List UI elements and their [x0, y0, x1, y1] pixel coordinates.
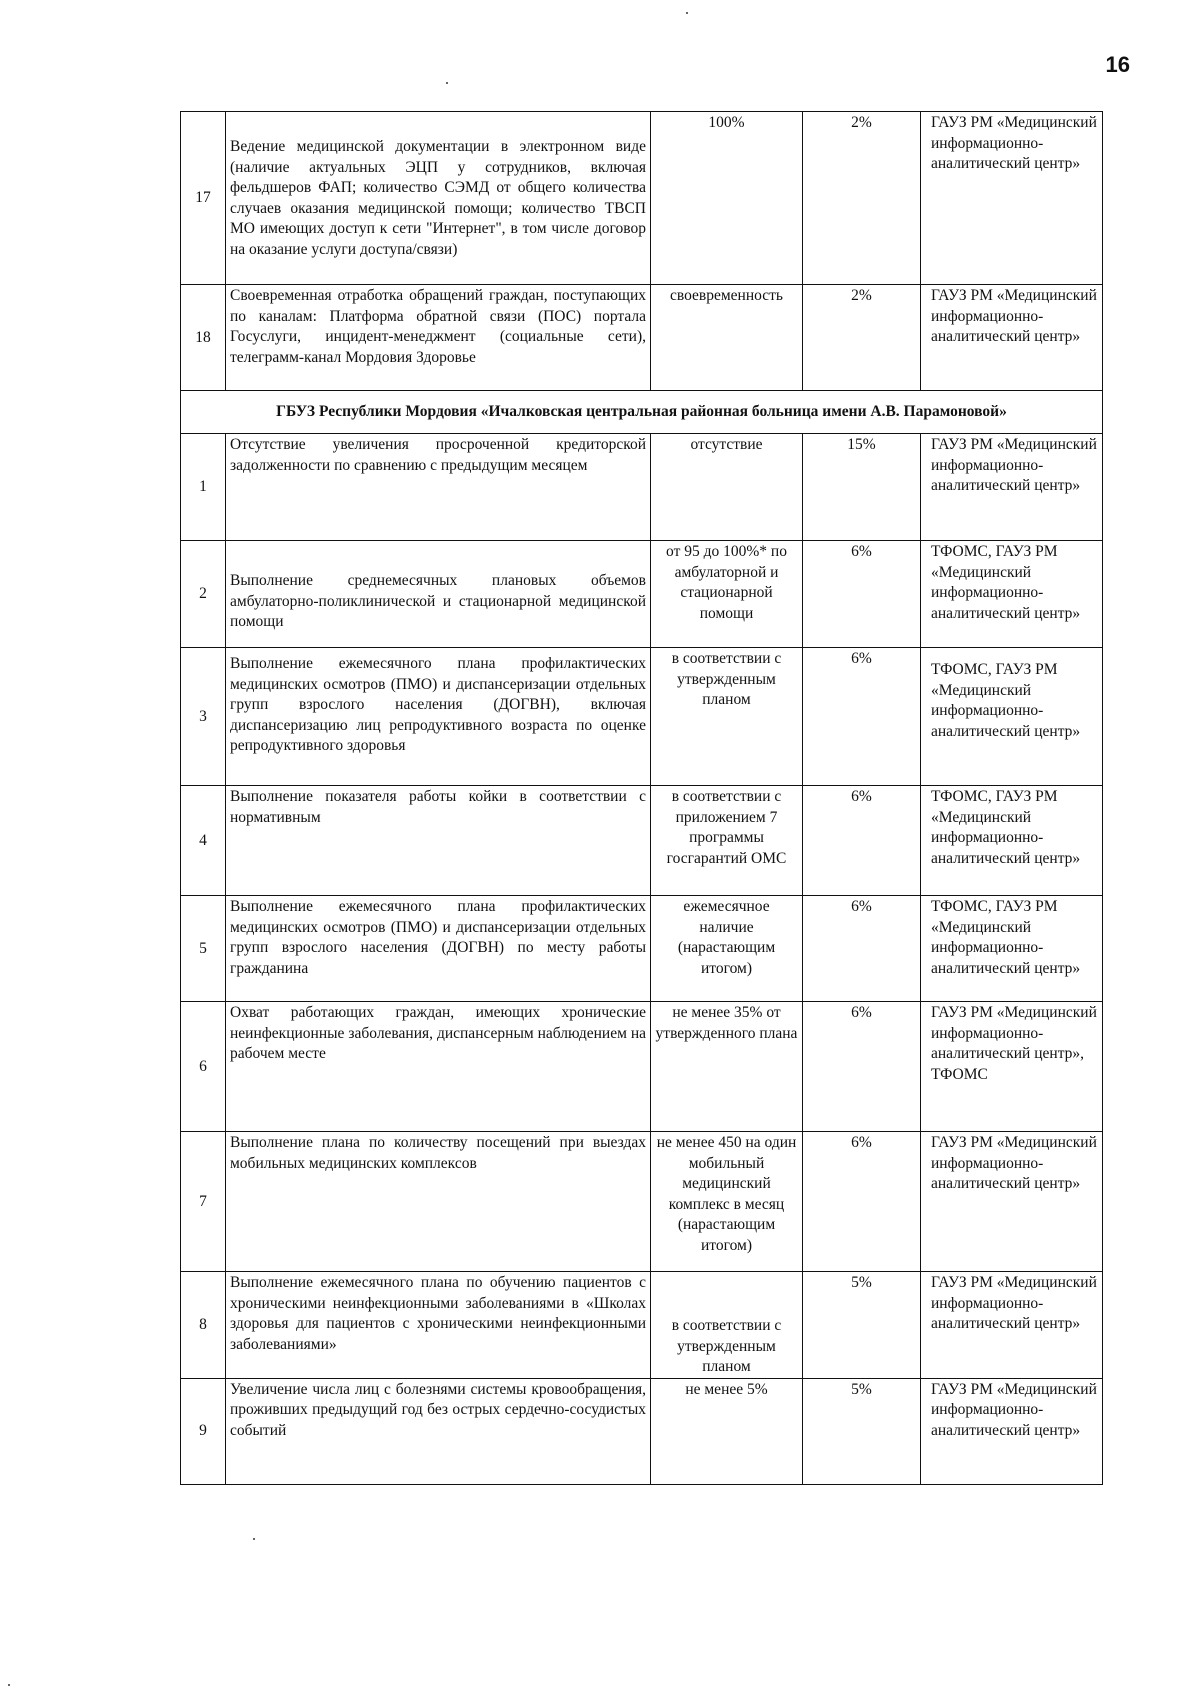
scan-speck	[253, 1538, 255, 1540]
row-number: 3	[181, 648, 226, 786]
criterion-description: Выполнение ежемесячного плана профилактических медицинских осмотров (ПМО) и диспансеризации отдельных групп взрослого населения (ДОГВН) по месту работы гражданина	[226, 896, 651, 1002]
criteria-table	[180, 111, 1103, 1485]
responsible-organization: ГАУЗ РМ «Медицинский информационно-аналитический центр»	[921, 1272, 1103, 1379]
responsible-organization: ТФОМС, ГАУЗ РМ «Медицинский информационно-аналитический центр»	[921, 786, 1103, 896]
row-number: 17	[181, 112, 226, 285]
target-value: своевременность	[651, 285, 803, 391]
target-value: не менее 5%	[651, 1378, 803, 1484]
criterion-description: Выполнение ежемесячного плана по обучению пациентов с хроническими неинфекционными заболеваниями в «Школах здоровья для пациентов с хроническими неинфекционными заболеваниями»	[226, 1272, 651, 1379]
row-number: 18	[181, 285, 226, 391]
criterion-description: Выполнение показателя работы койки в соответствии с нормативным	[226, 786, 651, 896]
target-value: от 95 до 100%* по амбулаторной и стационарной помощи	[651, 541, 803, 648]
weight-percent: 15%	[803, 434, 921, 541]
table-row	[181, 1272, 1103, 1379]
weight-percent: 6%	[803, 1002, 921, 1132]
responsible-organization: ТФОМС, ГАУЗ РМ «Медицинский информационно-аналитический центр»	[921, 896, 1103, 1002]
table-row	[181, 541, 1103, 648]
target-value: в соответствии с утвержденным планом	[651, 1272, 803, 1379]
criterion-description: Выполнение плана по количеству посещений при выездах мобильных медицинских комплексов	[226, 1132, 651, 1272]
table-row	[181, 285, 1103, 391]
weight-percent: 2%	[803, 285, 921, 391]
criterion-description: Охват работающих граждан, имеющих хронические неинфекционные заболевания, диспансерным наблюдением на рабочем месте	[226, 1002, 651, 1132]
section-title: ГБУЗ Республики Мордовия «Ичалковская центральная районная больница имени А.В. Парамоновой»	[181, 391, 1103, 434]
responsible-organization: ТФОМС, ГАУЗ РМ «Медицинский информационно-аналитический центр»	[921, 648, 1103, 786]
responsible-organization: ГАУЗ РМ «Медицинский информационно-аналитический центр»	[921, 1378, 1103, 1484]
row-number: 5	[181, 896, 226, 1002]
weight-percent: 6%	[803, 541, 921, 648]
row-number: 7	[181, 1132, 226, 1272]
responsible-organization: ГАУЗ РМ «Медицинский информационно-аналитический центр»	[921, 1132, 1103, 1272]
table-row	[181, 434, 1103, 541]
table-row	[181, 1378, 1103, 1484]
weight-percent: 5%	[803, 1378, 921, 1484]
criterion-description: Увеличение числа лиц с болезнями системы кровообращения, проживших предыдущий год без острых сердечно-сосудистых событий	[226, 1378, 651, 1484]
table-row	[181, 1002, 1103, 1132]
weight-percent: 6%	[803, 648, 921, 786]
row-number: 6	[181, 1002, 226, 1132]
weight-percent: 5%	[803, 1272, 921, 1379]
criterion-description: Ведение медицинской документации в электронном виде (наличие актуальных ЭЦП у сотрудников, включая фельдшеров ФАП; количество СЭМД от общего количества случаев оказания медицинской помощи; количество ТВСП МО имеющих доступ к сети "Интернет", в том числе договор на оказание услуги доступа/связи)	[226, 112, 651, 285]
weight-percent: 6%	[803, 896, 921, 1002]
table-row	[181, 1132, 1103, 1272]
criterion-description: Отсутствие увеличения просроченной кредиторской задолженности по сравнению с предыдущим месяцем	[226, 434, 651, 541]
target-value: в соответствии с утвержденным планом	[651, 648, 803, 786]
responsible-organization: ГАУЗ РМ «Медицинский информационно-аналитический центр»	[921, 434, 1103, 541]
row-number: 4	[181, 786, 226, 896]
row-number: 9	[181, 1378, 226, 1484]
weight-percent: 2%	[803, 112, 921, 285]
scan-speck	[446, 82, 448, 84]
criterion-description: Выполнение среднемесячных плановых объемов амбулаторно-поликлинической и стационарной медицинской помощи	[226, 541, 651, 648]
responsible-organization: ГАУЗ РМ «Медицинский информационно-аналитический центр»	[921, 112, 1103, 285]
page-number: 16	[1105, 52, 1130, 77]
scan-speck	[686, 12, 688, 14]
table-row	[181, 896, 1103, 1002]
weight-percent: 6%	[803, 786, 921, 896]
target-value: в соответствии с приложением 7 программы госгарантий ОМС	[651, 786, 803, 896]
table-row	[181, 112, 1103, 285]
target-value: 100%	[651, 112, 803, 285]
weight-percent: 6%	[803, 1132, 921, 1272]
table-row	[181, 786, 1103, 896]
table-row	[181, 648, 1103, 786]
responsible-organization: ТФОМС, ГАУЗ РМ «Медицинский информационно-аналитический центр»	[921, 541, 1103, 648]
criterion-description: Своевременная отработка обращений граждан, поступающих по каналам: Платформа обратной связи (ПОС) портала Госуслуги, инцидент-менеджмент (социальные сети), телеграмм-канал Мордовия Здоровье	[226, 285, 651, 391]
scan-speck	[8, 1684, 10, 1686]
row-number: 1	[181, 434, 226, 541]
section-header-row	[181, 391, 1103, 434]
row-number: 8	[181, 1272, 226, 1379]
responsible-organization: ГАУЗ РМ «Медицинский информационно-аналитический центр», ТФОМС	[921, 1002, 1103, 1132]
row-number: 2	[181, 541, 226, 648]
criterion-description: Выполнение ежемесячного плана профилактических медицинских осмотров (ПМО) и диспансеризации отдельных групп взрослого населения (ДОГВН), включая диспансеризацию лиц репродуктивного возраста по оценке репродуктивного здоровья	[226, 648, 651, 786]
responsible-organization: ГАУЗ РМ «Медицинский информационно-аналитический центр»	[921, 285, 1103, 391]
target-value: отсутствие	[651, 434, 803, 541]
target-value: не менее 35% от утвержденного плана	[651, 1002, 803, 1132]
target-value: ежемесячное наличие (нарастающим итогом)	[651, 896, 803, 1002]
target-value: не менее 450 на один мобильный медицинский комплекс в месяц (нарастающим итогом)	[651, 1132, 803, 1272]
